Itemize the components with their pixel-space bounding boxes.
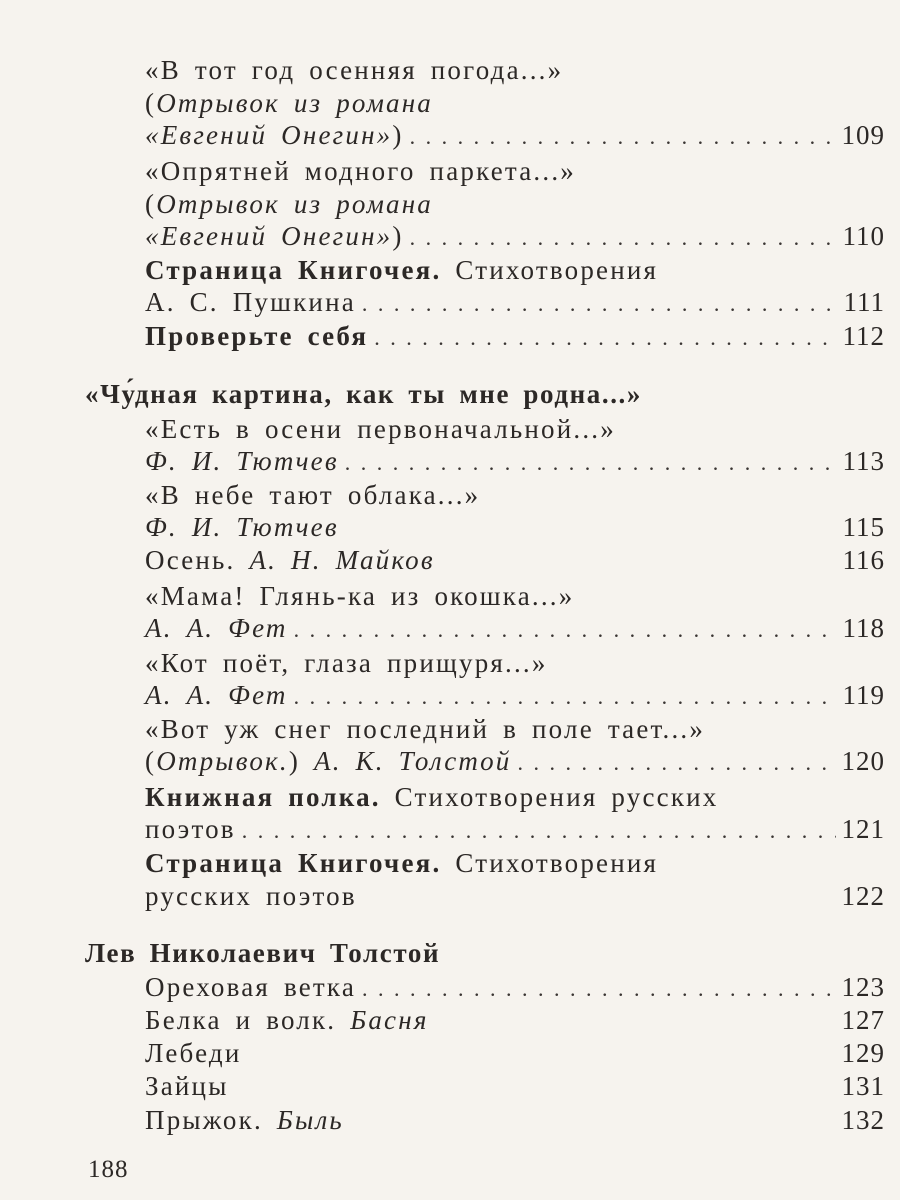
entry-note-italic: Отрывок из романа — [156, 88, 434, 118]
toc-entry-row[interactable] — [145, 544, 885, 576]
toc-entry-row[interactable] — [145, 320, 885, 354]
entry-text: Лебеди — [145, 1038, 242, 1068]
page-ref: 119 — [842, 680, 885, 710]
toc-entry-title — [145, 54, 563, 86]
page-ref: 127 — [841, 1005, 885, 1035]
toc-entry-row[interactable] — [145, 971, 885, 1005]
entry-note-italic: «Евгений Онегин» — [145, 221, 393, 251]
page-ref: 110 — [842, 221, 885, 251]
dot-leader — [294, 681, 837, 713]
toc-entry-row[interactable] — [145, 220, 885, 254]
toc-entry-title — [145, 781, 719, 813]
toc-entry-row[interactable] — [145, 745, 885, 779]
entry-bold-label: Книжная полка. — [145, 782, 381, 812]
page-ref: 113 — [842, 446, 885, 476]
paren: ( — [145, 88, 157, 118]
page-ref: 129 — [841, 1038, 885, 1068]
dot-leader — [410, 121, 836, 153]
page-ref: 116 — [842, 545, 885, 575]
toc-entry-row[interactable] — [145, 1037, 885, 1069]
toc-entry-title — [145, 713, 705, 745]
dot-leader — [345, 447, 837, 479]
entry-text: русских поэтов — [145, 881, 357, 911]
entry-text: Стихотворения — [441, 255, 659, 285]
entry-text: «Опрятней модного паркета...» — [145, 156, 576, 186]
page-ref: 118 — [842, 613, 885, 643]
entry-author: А. А. Фет — [145, 613, 288, 643]
entry-text: «Мама! Глянь-ка из окошка...» — [145, 581, 575, 611]
entry-text: «В тот год осенняя погода...» — [145, 55, 564, 85]
entry-text: «Вот уж снег последний в поле тает...» — [145, 714, 706, 744]
toc-entry-title — [145, 647, 548, 679]
page-ref: 120 — [841, 746, 885, 776]
entry-text: «В небе тают облака...» — [145, 480, 481, 510]
dot-leader — [410, 222, 837, 254]
page-number: 188 — [88, 1156, 129, 1183]
paren: ( — [145, 746, 157, 776]
page-ref: 115 — [842, 512, 885, 542]
toc-entry-title — [145, 479, 480, 511]
entry-text: Зайцы — [145, 1071, 229, 1101]
entry-text: Белка и волк. — [145, 1005, 337, 1035]
entry-text: «Есть в осени первоначальной...» — [145, 414, 616, 444]
paren: ) — [392, 120, 404, 150]
entry-author: А. К. Толстой — [314, 746, 512, 776]
entry-text: А. С. Пушкина — [145, 287, 356, 317]
toc-entry-row[interactable] — [145, 612, 885, 646]
entry-genre: Басня — [350, 1005, 429, 1035]
dot-leader — [517, 747, 835, 779]
page-ref: 109 — [841, 120, 885, 150]
entry-genre: Быль — [276, 1105, 344, 1135]
toc-entry-row[interactable] — [145, 679, 885, 713]
entry-bold-label: Проверьте себя — [145, 321, 369, 351]
entry-note-italic: Отрывок. — [156, 746, 289, 776]
page-ref: 123 — [841, 972, 885, 1002]
entry-text: «Кот поёт, глаза прищуря...» — [145, 648, 548, 678]
entry-author: Ф. И. Тютчев — [145, 446, 339, 476]
entry-text: Осень. — [145, 545, 236, 575]
dot-leader — [362, 288, 838, 320]
entry-text: Ореховая ветка — [145, 972, 357, 1002]
toc-entry-row[interactable] — [145, 511, 885, 543]
entry-text: Стихотворения русских — [380, 782, 719, 812]
page-ref: 131 — [841, 1071, 885, 1101]
page-ref: 122 — [841, 881, 885, 911]
entry-author: А. Н. Майков — [249, 545, 435, 575]
toc-entry-title — [145, 580, 574, 612]
section-heading: «Чу́дная картина, как ты мне родна...» — [85, 379, 643, 409]
toc-entry-row[interactable] — [145, 286, 885, 320]
page-ref: 112 — [842, 321, 885, 351]
dot-leader — [242, 815, 836, 847]
paren: ) — [392, 221, 404, 251]
toc-entry-title — [145, 155, 576, 187]
entry-note-italic: Отрывок из романа — [156, 189, 434, 219]
paren: ) — [288, 746, 301, 776]
toc-entry-title — [145, 254, 658, 286]
page-ref: 121 — [841, 814, 885, 844]
toc-entry-row[interactable] — [145, 1070, 885, 1102]
toc-entry-title — [145, 847, 658, 879]
entry-bold-label: Страница Книгочея. — [145, 848, 442, 878]
entry-author: Ф. И. Тютчев — [145, 512, 339, 542]
toc-entry-note — [145, 87, 433, 119]
toc-entry-row[interactable] — [145, 1004, 885, 1036]
toc-entry-row[interactable] — [145, 880, 885, 912]
toc-entry-title — [145, 413, 616, 445]
toc-entry-row[interactable] — [145, 1104, 885, 1136]
entry-text: Прыжок. — [145, 1105, 263, 1135]
entry-text: поэтов — [145, 814, 236, 844]
section-heading: Лев Николаевич Толстой — [85, 938, 441, 968]
toc-entry-row[interactable] — [145, 445, 885, 479]
dot-leader — [294, 614, 837, 646]
entry-text: Стихотворения — [441, 848, 659, 878]
paren: ( — [145, 189, 157, 219]
toc-entry-note — [145, 188, 433, 220]
entry-note-italic: «Евгений Онегин» — [145, 120, 393, 150]
toc-entry-row[interactable] — [145, 119, 885, 153]
entry-author: А. А. Фет — [145, 680, 288, 710]
entry-bold-label: Страница Книгочея. — [145, 255, 442, 285]
page-ref: 111 — [843, 287, 885, 317]
toc-entry-row[interactable] — [145, 813, 885, 847]
dot-leader — [374, 322, 836, 354]
dot-leader — [362, 973, 835, 1005]
page-ref: 132 — [841, 1105, 885, 1135]
